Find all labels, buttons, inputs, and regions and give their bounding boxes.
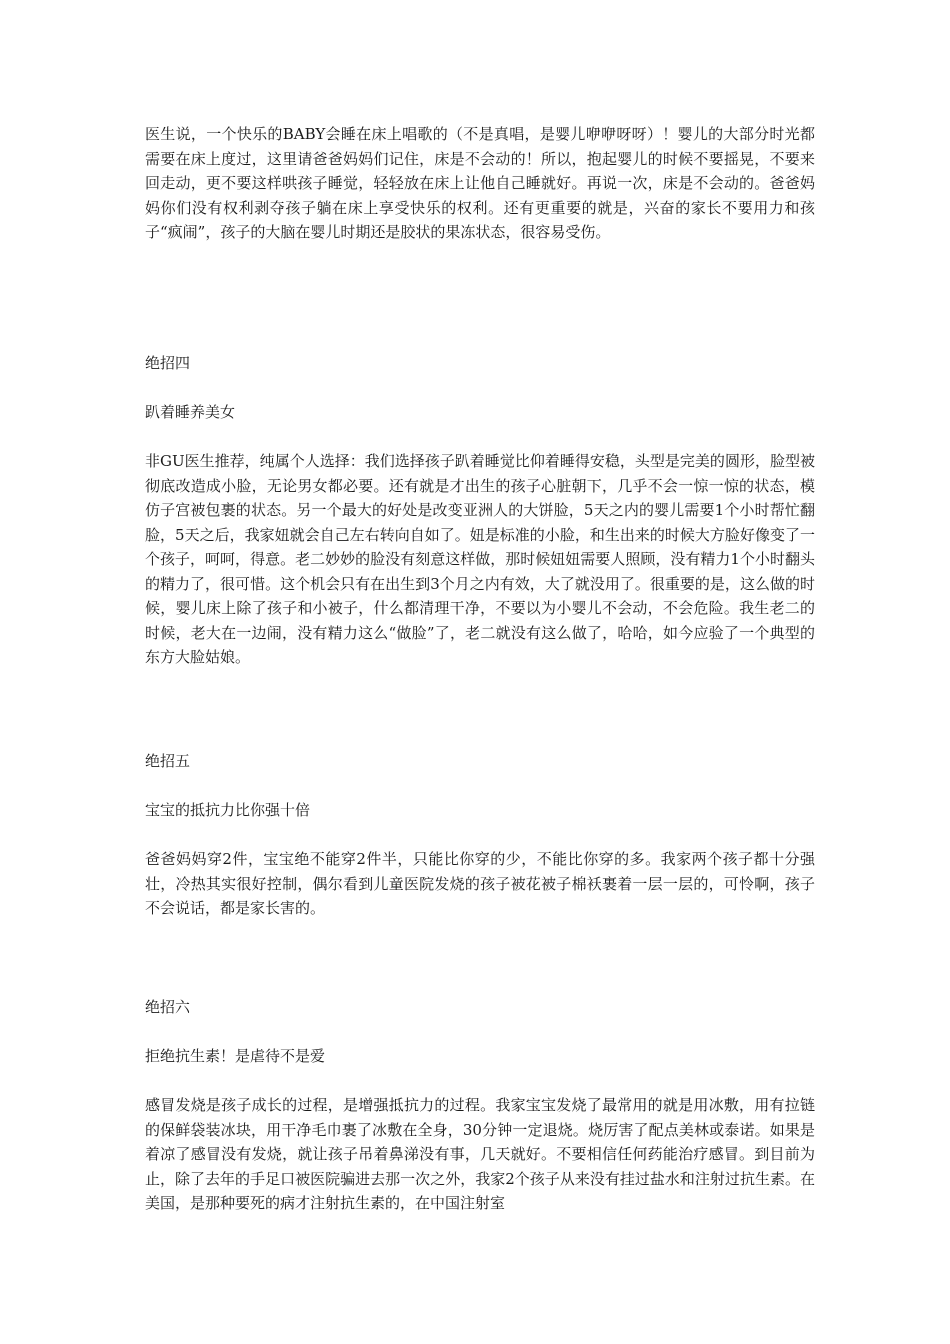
section-heading-6: 绝招六	[145, 998, 191, 1016]
paragraph-baby-sleep: 医生说，一个快乐的BABY会睡在床上唱歌的（不是真唱，是婴儿咿咿呀呀）！婴儿的大部分时光都需要在床上度过，这里请爸爸妈妈们记住，床是不会动的！所以，抱起婴儿的时候不要摇晃，不要来回走动，更不要这样哄孩子睡觉，轻轻放在床上让他自己睡就好。再说一次，床是不会动的。爸爸妈妈你们没有权利剥夺孩子躺在床上享受快乐的权利。还有更重要的就是，兴奋的家长不要用力和孩子“疯闹”，孩子的大脑在婴儿时期还是胶状的果冻状态，很容易受伤。	[145, 125, 815, 241]
section-title-5: 宝宝的抵抗力比你强十倍	[145, 801, 311, 819]
paragraph-prone-sleep: 非GU医生推荐，纯属个人选择：我们选择孩子趴着睡觉比仰着睡得安稳，头型是完美的圆形，脸型被彻底改造成小脸，无论男女都必要。还有就是才出生的孩子心脏朝下，几乎不会一惊一惊的状态，模仿子宫被包裹的状态。另一个最大的好处是改变亚洲人的大饼脸，5天之内的婴儿需要1个小时帮忙翻脸，5天之后，我家妞就会自己左右转向自如了。妞是标准的小脸，和生出来的时候大方脸好像变了一个孩子，呵呵，得意。老二妙妙的脸没有刻意这样做，那时候妞妞需要人照顾，没有精力1个小时翻头的精力了，很可惜。这个机会只有在出生到3个月之内有效，大了就没用了。很重要的是，这么做的时候，婴儿床上除了孩子和小被子，什么都清理干净，不要以为小婴儿不会动，不会危险。我生老二的时候，老大在一边闹，没有精力这么“做脸”了，老二就没有这么做了，哈哈，如今应验了一个典型的东方大脸姑娘。	[145, 452, 815, 666]
paragraph-antibiotics: 感冒发烧是孩子成长的过程，是增强抵抗力的过程。我家宝宝发烧了最常用的就是用冰敷，用有拉链的保鲜袋装冰块，用干净毛巾裹了冰敷在全身，30分钟一定退烧。烧厉害了配点美林或泰诺。如果是着凉了感冒没有发烧，就让孩子吊着鼻涕没有事，几天就好。不要相信任何药能治疗感冒。到目前为止，除了去年的手足口被医院骗进去那一次之外，我家2个孩子从来没有挂过盐水和注射过抗生素。在美国，是那种要死的病才注射抗生素的，在中国注射室	[145, 1096, 815, 1212]
section-title-4: 趴着睡养美女	[145, 403, 236, 421]
paragraph-resistance: 爸爸妈妈穿2件，宝宝绝不能穿2件半，只能比你穿的少，不能比你穿的多。我家两个孩子都十分强壮，冷热其实很好控制，偶尔看到儿童医院发烧的孩子被花被子棉袄裹着一层一层的，可怜啊，孩子不会说话，都是家长害的。	[145, 850, 815, 917]
section-heading-5: 绝招五	[145, 752, 191, 770]
section-title-6: 拒绝抗生素！是虐待不是爱	[145, 1047, 326, 1065]
section-heading-4: 绝招四	[145, 354, 191, 372]
